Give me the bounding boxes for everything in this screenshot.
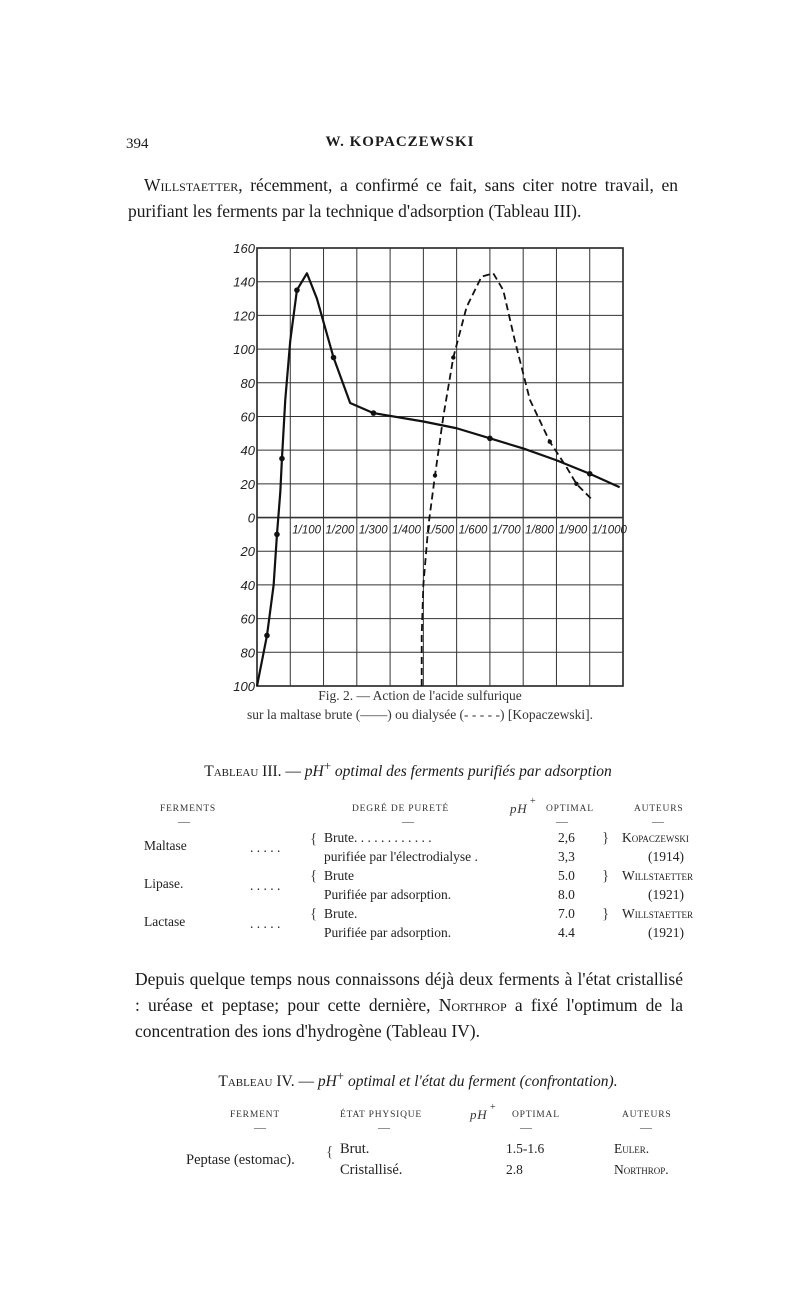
table3-ph-2: 8.0	[558, 887, 575, 902]
paragraph2-after: a fixé l'optimum de la concentration des ions d'hydrogène (Tableau IV).	[135, 995, 683, 1041]
series-line-dialysed	[422, 273, 593, 686]
y-tick-label: 160	[233, 241, 255, 256]
caption-line-2: sur la maltase brute (——) ou dialysée (- - - - -) [Kopaczewski].	[247, 707, 593, 722]
table3-brace-left: {	[310, 868, 318, 884]
table4-author-2: Northrop.	[614, 1162, 669, 1177]
running-head: W. KOPACZEWSKI	[325, 134, 475, 150]
chart-svg	[200, 238, 650, 698]
y-tick-label: 20	[240, 476, 255, 492]
table4-ph-1: 1.5-1.6	[506, 1141, 545, 1156]
table4-title-rest: optimal et l'état du ferment (confrontation).	[347, 1073, 618, 1091]
figure-chart	[200, 238, 650, 698]
paragraph2-before: Depuis quelque temps nous connaissons déjà deux ferments à l'état cristallisé : uréase et peptase; pour cette dernière,	[135, 969, 683, 1015]
table3-brace-right: }	[602, 906, 610, 922]
table4-header-plus: +	[490, 1102, 497, 1113]
table3-dash-2: —	[402, 814, 414, 828]
data-point	[279, 456, 285, 462]
x-axis-labels	[292, 525, 627, 537]
author-name-northrop: Northrop	[438, 995, 507, 1015]
table3-purity-1: Brute	[324, 868, 354, 883]
table3-ph-1: 5.0	[558, 868, 575, 883]
table3-ph-1: 7.0	[558, 906, 575, 921]
table3-title: Tableau III. — pH+ optimal des ferments purifiés par adsorption	[204, 758, 612, 781]
data-point	[294, 287, 300, 293]
data-point	[274, 532, 280, 538]
table4-ph-2: 2.8	[506, 1162, 523, 1177]
table4-header-ferment: FERMENT	[230, 1110, 280, 1120]
table3-dash-1: —	[178, 814, 190, 828]
y-tick-label: 60	[240, 611, 255, 627]
table3-ferment: Lipase.	[144, 876, 184, 891]
table4-brace: {	[326, 1144, 334, 1160]
chart-grid	[257, 248, 623, 686]
table3-author-1: Willstaetter	[622, 906, 694, 921]
y-tick-label: 80	[240, 645, 255, 661]
table3-purity-2: Purifiée par adsorption.	[324, 887, 452, 902]
y-tick-label: 100	[233, 342, 255, 358]
table4-state-1: Brut.	[340, 1141, 370, 1157]
table3-title-rest: optimal des ferments purifiés par adsorption	[334, 763, 612, 781]
y-tick-label: 120	[233, 308, 255, 324]
x-tick-label: 1/800	[525, 524, 554, 537]
table3-brace-left: {	[310, 831, 318, 847]
data-point	[433, 473, 437, 477]
table3-author-1: Willstaetter	[622, 868, 694, 883]
table3-dots: . . . . .	[250, 840, 281, 855]
table3-author-2: (1914)	[648, 849, 684, 864]
y-tick-label: 40	[240, 443, 255, 459]
table3-title-ph: pH	[304, 763, 324, 781]
chart-frame	[257, 248, 623, 686]
x-tick-label: 1/700	[491, 524, 521, 537]
data-point	[264, 633, 270, 639]
table4-title-ph: pH	[317, 1073, 337, 1091]
table3-brace-left: {	[310, 906, 318, 922]
x-tick-label: 1/100	[292, 524, 322, 537]
paragraph-intro	[128, 172, 678, 224]
table3-purity-2: purifiée par l'électrodialyse .	[324, 849, 478, 864]
chart-series	[257, 273, 620, 686]
table3-purity-1: Brute. . . . . . . . . . . .	[324, 830, 432, 845]
y-tick-label: 0	[247, 510, 255, 526]
table3-ferment: Lactase	[144, 914, 186, 929]
table3-brace-right: }	[602, 868, 610, 884]
table3-header-ph: pH	[510, 801, 528, 816]
table4-ferment: Peptase (estomac).	[186, 1152, 295, 1168]
caption-line-1: Fig. 2. — Action de l'acide sulfurique	[318, 688, 522, 703]
data-point	[548, 440, 552, 444]
table3-author-2: (1921)	[648, 925, 684, 940]
table3-author-1: Kopaczewski	[622, 830, 689, 845]
table3-ph-2: 4.4	[558, 925, 575, 940]
table3-ph-1: 2,6	[558, 830, 575, 845]
table3-purity-2: Purifiée par adsorption.	[324, 925, 452, 940]
x-tick-label: 1/1000	[591, 524, 627, 537]
table3-header-optimal: OPTIMAL	[546, 804, 594, 814]
data-point	[451, 355, 455, 359]
author-name-willstaetter: Willstaetter	[144, 175, 239, 195]
table4-title: Tableau IV. — pH+ optimal et l'état du ferment (confrontation).	[218, 1068, 618, 1091]
table3-dash-3: —	[556, 814, 568, 828]
table4-header-optimal: OPTIMAL	[512, 1110, 560, 1120]
y-tick-label: 80	[240, 375, 255, 391]
table3-purity-1: Brute.	[324, 906, 358, 921]
x-tick-label: 1/600	[458, 524, 488, 537]
table3-label: Tableau III.	[204, 763, 282, 781]
figure-caption	[230, 686, 610, 724]
x-tick-label: 1/900	[558, 524, 588, 537]
table3-author-2: (1921)	[648, 887, 684, 902]
x-tick-label: 1/200	[325, 524, 355, 537]
table4-dash-3: —	[520, 1120, 532, 1134]
table4-author-1: Euler.	[614, 1141, 650, 1156]
y-tick-label: 100	[233, 679, 255, 694]
series-line-crude	[257, 273, 620, 686]
y-axis-labels	[233, 241, 255, 694]
table4-header-authors: AUTEURS	[622, 1110, 672, 1120]
data-point	[487, 436, 493, 442]
table3-dots: . . . . .	[250, 878, 281, 893]
table3-ferment: Maltase	[144, 838, 187, 853]
table3-header-purity: DEGRÉ DE PURETÉ	[352, 804, 449, 814]
table4-header-ph: pH	[470, 1107, 488, 1122]
table4-header-state: ÉTAT PHYSIQUE	[340, 1110, 423, 1120]
y-tick-label: 60	[240, 409, 255, 425]
y-tick-label: 140	[233, 274, 255, 290]
table4-title-plus: +	[336, 1068, 345, 1083]
table3-header-authors: AUTEURS	[634, 804, 684, 814]
y-tick-label: 20	[240, 544, 255, 560]
x-tick-label: 1/500	[425, 524, 455, 537]
table3-ph-2: 3,3	[558, 849, 575, 864]
table3-brace-right: }	[602, 830, 610, 846]
table4-dash-2: —	[378, 1120, 390, 1134]
table3-dash-4: —	[652, 814, 664, 828]
table4-dash-4: —	[640, 1120, 652, 1134]
table3-dots: . . . . .	[250, 916, 281, 931]
page-number: 394	[126, 136, 149, 152]
y-tick-label: 40	[240, 577, 255, 593]
paragraph-crystallised	[135, 966, 683, 1044]
table4-dash-1: —	[254, 1120, 266, 1134]
paragraph-intro-text: , récemment, a confirmé ce fait, sans citer notre travail, en purifiant les ferments par la technique d'adsorption (Tableau III).	[128, 175, 678, 221]
table4-state-2: Cristallisé.	[340, 1162, 403, 1178]
data-point	[371, 410, 377, 416]
x-tick-label: 1/300	[358, 524, 388, 537]
table3-title-plus: +	[323, 758, 332, 773]
table4-label: Tableau IV.	[218, 1073, 295, 1091]
x-tick-label: 1/400	[392, 524, 421, 537]
data-point	[587, 471, 593, 477]
data-point	[574, 482, 578, 486]
table3-header-ferments: FERMENTS	[160, 804, 217, 814]
table3-header-plus: +	[530, 796, 537, 807]
data-point	[331, 355, 337, 361]
